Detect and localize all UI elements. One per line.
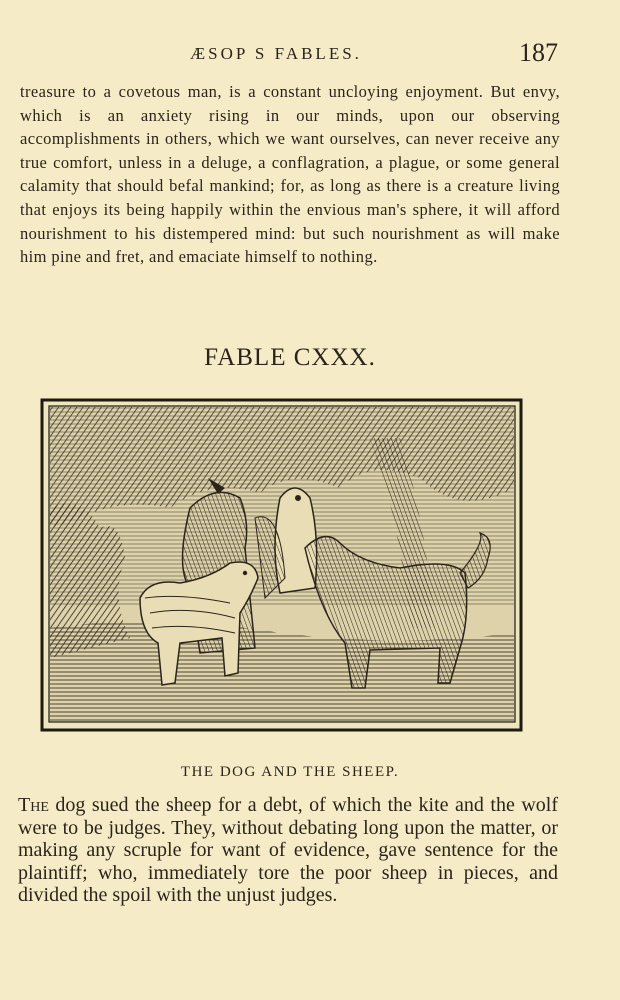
illustration-caption: THE DOG AND THE SHEEP.	[180, 764, 400, 780]
running-head	[0, 36, 620, 76]
woodcut-illustration	[40, 398, 523, 732]
page-number: 187	[519, 38, 558, 67]
fable-body	[18, 794, 558, 907]
running-title: ÆSOP S FABLES.	[190, 44, 362, 63]
fable-body-text: dog sued the sheep for a debt, of which the kite and the wolf were to be judges. They, without debating long upon the matter, or making any scruple for want of evidence, gave sentence for the plaintiff; who, immediately tore the poor sheep in pieces, and divided the spoil with the unjust judges.	[18, 794, 558, 907]
fable-body-first-word: The	[18, 794, 49, 816]
preceding-paragraph: treasure to a covetous man, is a constant uncloying enjoyment. But envy, which is an anxiety rising in our minds, upon our observing accomplishments in others, which we want ourselves, can never receive any true comfort, unless in a deluge, a conflagration, a plague, or some general calamity that should befal mankind; for, as long as there is a creature living that enjoys its being happily within the envious man's sphere, it will afford nourishment to his distempered mind: but such nourishment as will make him pine and fret, and emaciate himself to nothing.	[20, 82, 560, 267]
fable-heading: FABLE CXXX.	[204, 344, 376, 371]
